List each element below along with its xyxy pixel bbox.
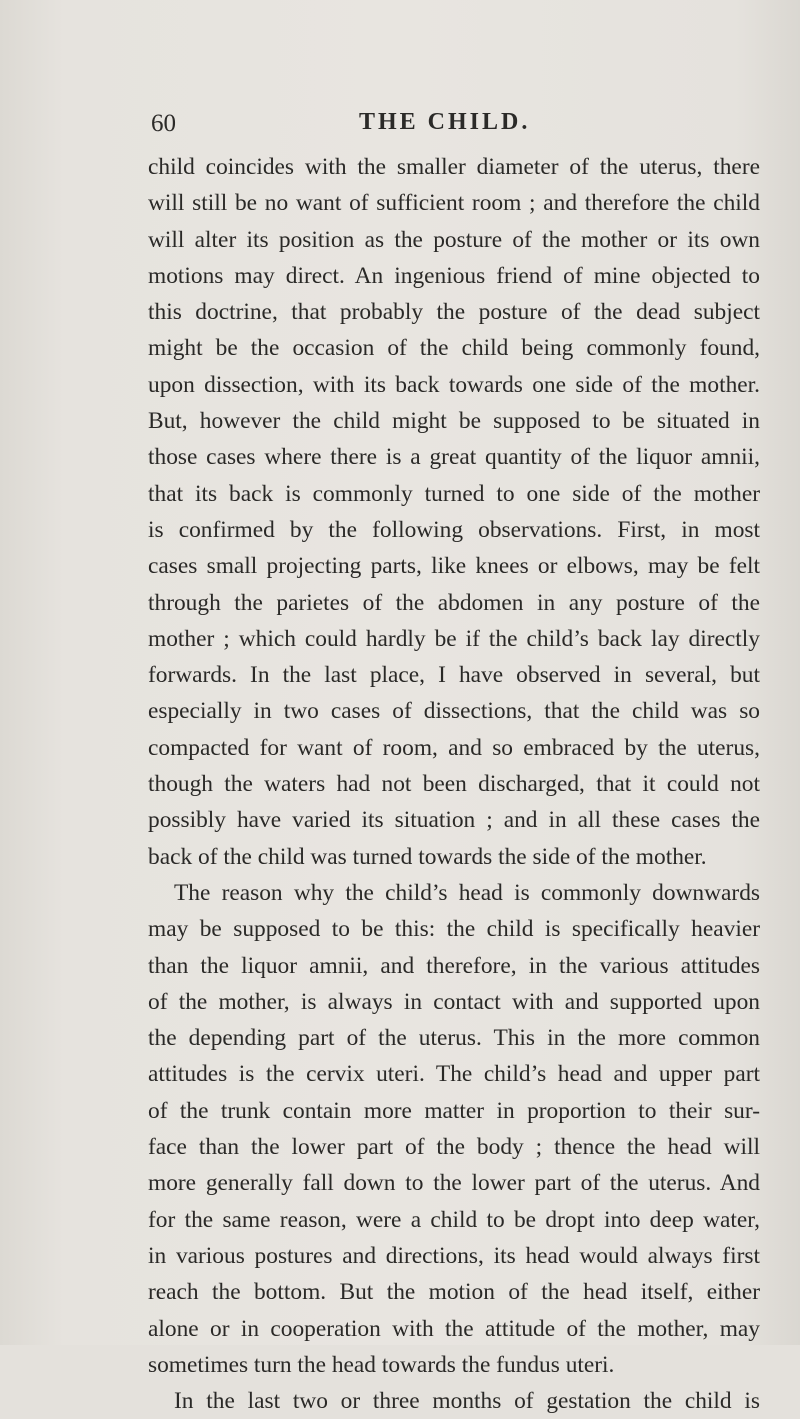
- text-line: this doctrine, that probably the posture of the dead subject: [148, 299, 760, 326]
- text-line: face than the lower part of the body ; thence the head will: [148, 1134, 760, 1161]
- text-line: will alter its position as the posture of the mother or its own: [148, 226, 760, 253]
- text-line: is confirmed by the following observations. First, in most: [148, 516, 760, 543]
- text-line: alone or in cooperation with the attitude of the mother, may: [148, 1315, 760, 1342]
- text-line: But, however the child might be supposed to be situated in: [148, 408, 760, 435]
- text-line: attitudes is the cervix uteri. The child’s head and upper part: [148, 1061, 760, 1088]
- text-line: those cases where there is a great quantity of the liquor amnii,: [148, 444, 760, 471]
- page-number: 60: [151, 110, 176, 137]
- text-line: upon dissection, with its back towards one side of the mother.: [148, 371, 760, 398]
- text-line: more generally fall down to the lower part of the uterus. And: [148, 1170, 760, 1197]
- text-line: forwards. In the last place, I have observed in several, but: [148, 662, 760, 689]
- text-line: child coincides with the smaller diameter of the uterus, there: [148, 154, 760, 180]
- text-line: through the parietes of the abdomen in any posture of the: [148, 589, 760, 616]
- text-line: back of the child was turned towards the side of the mother.: [148, 843, 707, 870]
- text-line: the depending part of the uterus. This in the more common: [148, 1025, 760, 1052]
- text-line: cases small projecting parts, like knees or elbows, may be felt: [148, 553, 760, 580]
- running-title: THE CHILD.: [359, 109, 531, 135]
- text-line: will still be no want of sufficient room ; and therefore the child: [148, 190, 760, 217]
- text-line: sometimes turn the head towards the fundus uteri.: [148, 1351, 615, 1378]
- text-line: of the mother, is always in contact with and supported upon: [148, 988, 760, 1015]
- text-line: may be supposed to be this: the child is specifically heavier: [148, 916, 760, 943]
- text-line: possibly have varied its situation ; and in all these cases the: [148, 807, 760, 834]
- text-line: might be the occasion of the child being commonly found,: [148, 335, 760, 362]
- text-line: for the same reason, were a child to be dropt into deep water,: [148, 1206, 760, 1233]
- text-line: that its back is commonly turned to one side of the mother: [148, 480, 760, 507]
- body-text: [148, 149, 760, 1419]
- text-line: reach the bottom. But the motion of the head itself, either: [148, 1279, 760, 1306]
- text-line: of the trunk contain more matter in proportion to their sur-: [148, 1097, 760, 1124]
- text-line: though the waters had not been discharged, that it could not: [148, 771, 760, 798]
- text-line: motions may direct. An ingenious friend of mine objected to: [148, 262, 760, 289]
- text-line: in various postures and directions, its head would always first: [148, 1242, 760, 1269]
- text-line: The reason why the child’s head is commonly downwards: [174, 879, 760, 906]
- text-line: especially in two cases of dissections, that the child was so: [148, 698, 760, 725]
- text-line: In the last two or three months of gestation the child is: [174, 1388, 760, 1415]
- text-line: compacted for want of room, and so embraced by the uterus,: [148, 734, 760, 761]
- text-line: than the liquor amnii, and therefore, in the various attitudes: [148, 952, 760, 979]
- running-head: [0, 104, 800, 144]
- text-line: mother ; which could hardly be if the child’s back lay directly: [148, 625, 760, 652]
